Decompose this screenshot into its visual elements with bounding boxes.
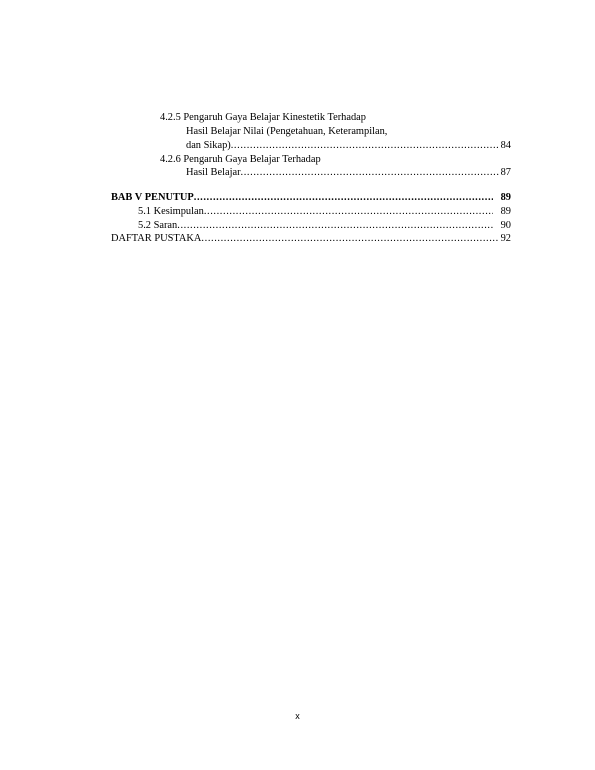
toc-entry-4-2-5-leader bbox=[186, 139, 511, 152]
toc-entry-4-2-5-title-cont: Hasil Belajar Nilai (Pengetahuan, Keterampilan, bbox=[186, 126, 388, 137]
toc-entry-5-2 bbox=[138, 219, 511, 232]
toc-page-number: 87 bbox=[500, 167, 511, 178]
toc-entry-label: 5.1 Kesimpulan bbox=[138, 206, 204, 217]
toc-page-number: 89 bbox=[500, 206, 511, 217]
dot-leader bbox=[194, 191, 493, 204]
toc-entry-bab-5 bbox=[111, 191, 511, 204]
page-number: x bbox=[295, 711, 300, 721]
toc-entry-label: 5.2 Saran bbox=[138, 220, 178, 231]
toc-entry-label: dan Sikap) bbox=[186, 140, 231, 151]
toc-page-number: 90 bbox=[500, 220, 511, 231]
toc-entry-daftar-pustaka bbox=[111, 232, 511, 245]
dot-leader bbox=[201, 232, 498, 245]
dot-leader bbox=[204, 205, 493, 218]
toc-entry-label: BAB V PENUTUP bbox=[111, 192, 194, 203]
toc-entry-5-1 bbox=[138, 205, 511, 218]
dot-leader bbox=[177, 219, 492, 232]
dot-leader bbox=[231, 139, 499, 152]
toc-entry-label: Hasil Belajar bbox=[186, 167, 241, 178]
dot-leader bbox=[241, 166, 499, 179]
toc-entry-4-2-6-title: 4.2.6 Pengaruh Gaya Belajar Terhadap bbox=[160, 154, 321, 165]
toc-entry-4-2-5-title: 4.2.5 Pengaruh Gaya Belajar Kinestetik Terhadap bbox=[160, 112, 366, 123]
toc-page-number: 84 bbox=[500, 140, 511, 151]
toc-page-number: 89 bbox=[500, 192, 511, 203]
toc-page-number: 92 bbox=[500, 233, 511, 244]
toc-entry-4-2-6-leader bbox=[186, 166, 511, 179]
toc-entry-label: DAFTAR PUSTAKA bbox=[111, 233, 202, 244]
